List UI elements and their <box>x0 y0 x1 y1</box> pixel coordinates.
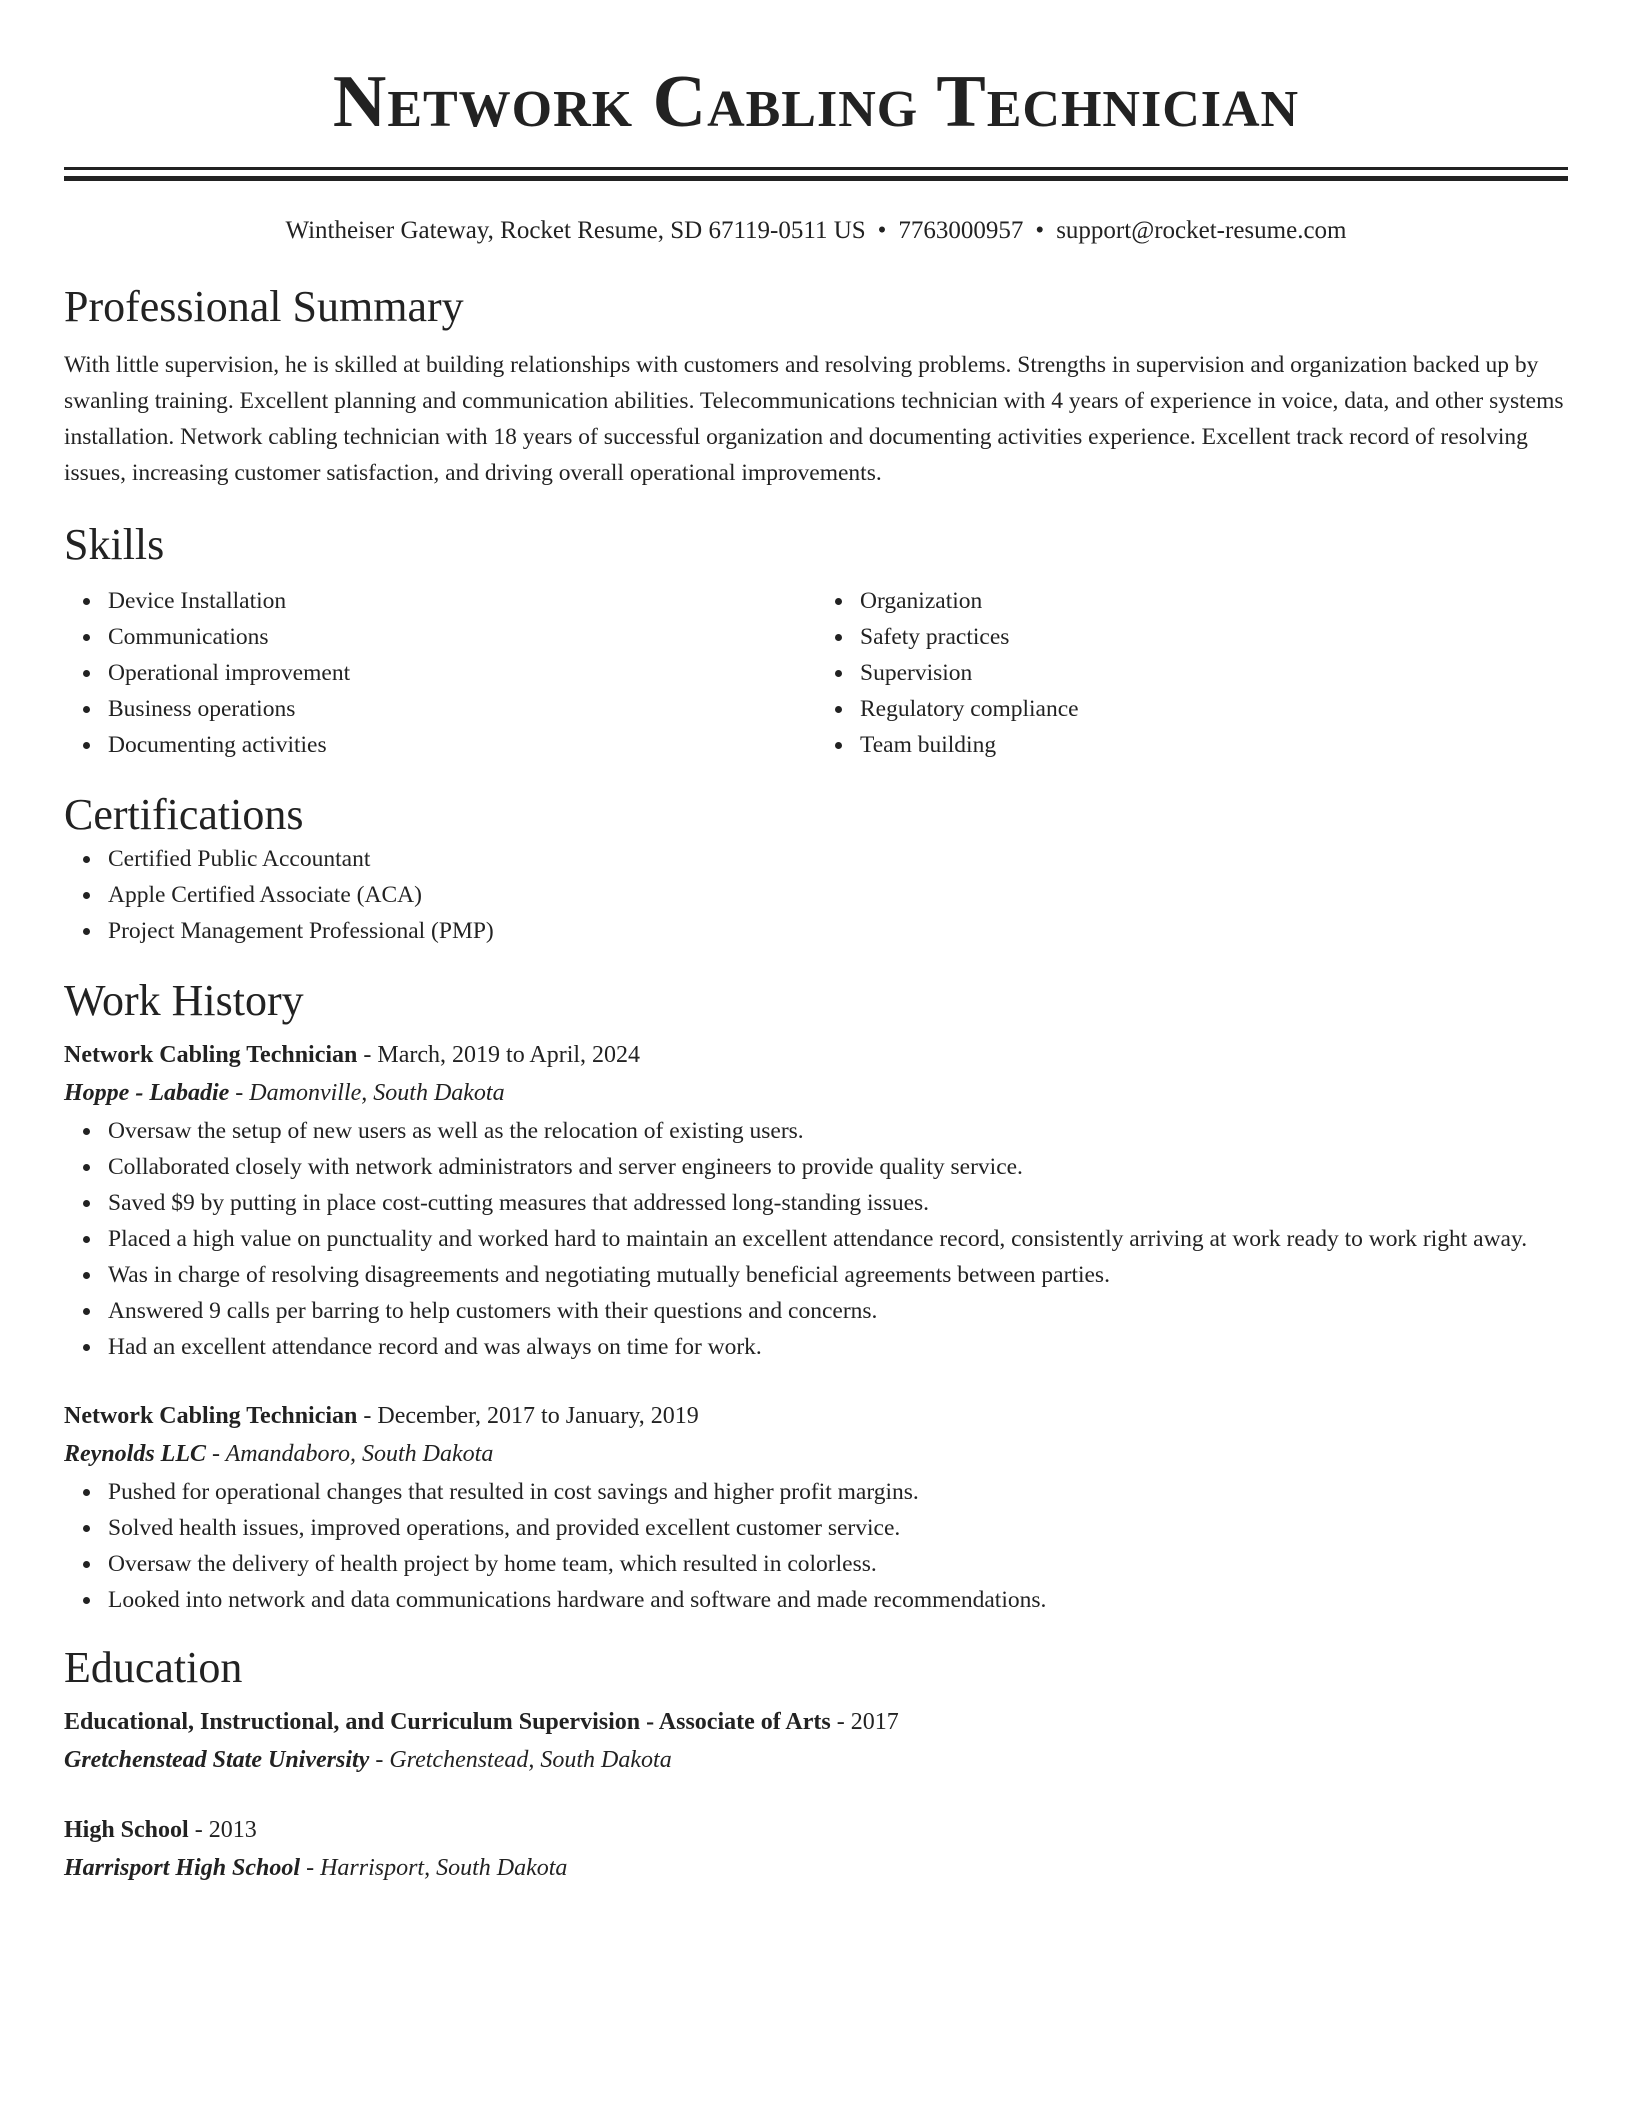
education-year: 2017 <box>850 1709 899 1735</box>
skill-item: Organization <box>860 583 1568 619</box>
skill-item: Business operations <box>108 691 816 727</box>
job-duty: Collaborated closely with network administrators and server engineers to provide quality service. <box>108 1149 1568 1185</box>
education-dash: - <box>369 1747 390 1773</box>
job-company: Reynolds LLC <box>64 1441 206 1467</box>
job-dash: - <box>357 1042 378 1068</box>
contact-separator: • <box>1035 217 1045 244</box>
education-school-line <box>64 1740 1568 1780</box>
contact-email: support@rocket-resume.com <box>1056 217 1347 244</box>
resume-title: Network Cabling Technician <box>332 61 1300 143</box>
education-entry <box>64 1812 1568 1888</box>
job-duty: Answered 9 calls per barring to help customers with their questions and concerns. <box>108 1293 1568 1329</box>
certifications-list <box>64 841 1568 949</box>
certification-item: Certified Public Accountant <box>108 841 1568 877</box>
job-duty: Pushed for operational changes that resulted in cost savings and higher profit margins. <box>108 1474 1568 1510</box>
skills-list-right <box>816 583 1568 763</box>
education-dash: - <box>830 1709 851 1735</box>
contact-line <box>64 215 1568 247</box>
job-duties-list <box>64 1474 1568 1618</box>
education-degree: Educational, Instructional, and Curriculum Supervision - Associate of Arts <box>64 1709 831 1735</box>
contact-phone: 7763000957 <box>898 217 1024 244</box>
job-location: Damonville, South Dakota <box>249 1080 505 1106</box>
skill-item: Safety practices <box>860 619 1568 655</box>
skills-column-left <box>64 583 816 763</box>
job-header <box>64 1037 1568 1073</box>
job-duty: Solved health issues, improved operations, and provided excellent customer service. <box>108 1510 1568 1546</box>
education-header <box>64 1704 1568 1740</box>
job-entry <box>64 1398 1568 1618</box>
job-employer-line <box>64 1434 1568 1474</box>
job-employer-line <box>64 1073 1568 1113</box>
skill-item: Team building <box>860 727 1568 763</box>
skill-item: Operational improvement <box>108 655 816 691</box>
job-duty: Oversaw the delivery of health project by home team, which resulted in colorless. <box>108 1546 1568 1582</box>
education-location: Gretchenstead, South Dakota <box>389 1747 672 1773</box>
job-location: Amandaboro, South Dakota <box>225 1441 494 1467</box>
skills-columns <box>64 583 1568 763</box>
education-school: Harrisport High School <box>64 1855 301 1881</box>
job-duty: Saved $9 by putting in place cost-cutting measures that addressed long-standing issues. <box>108 1185 1568 1221</box>
contact-separator: • <box>877 217 887 244</box>
work-history-heading: Work History <box>64 976 304 1025</box>
skill-item: Supervision <box>860 655 1568 691</box>
skills-column-right <box>816 583 1568 763</box>
contact-address: Wintheiser Gateway, Rocket Resume, SD 67119-0511 US <box>285 217 866 244</box>
job-duty: Placed a high value on punctuality and worked hard to maintain an excellent attendance record, consistently arriving at work ready to work right away. <box>108 1221 1568 1257</box>
education-degree: High School <box>64 1817 189 1843</box>
skill-item: Communications <box>108 619 816 655</box>
job-dash: - <box>357 1403 378 1429</box>
education-dash: - <box>300 1855 321 1881</box>
job-position: Network Cabling Technician <box>64 1042 358 1068</box>
job-dates: March, 2019 to April, 2024 <box>377 1042 641 1068</box>
education-header <box>64 1812 1568 1848</box>
education-heading: Education <box>64 1643 243 1692</box>
skill-item: Regulatory compliance <box>860 691 1568 727</box>
education-school: Gretchenstead State University <box>64 1747 370 1773</box>
education-year: 2013 <box>208 1817 257 1843</box>
job-duty: Had an excellent attendance record and was always on time for work. <box>108 1329 1568 1365</box>
job-entry <box>64 1037 1568 1365</box>
job-duty: Was in charge of resolving disagreements and negotiating mutually beneficial agreements between parties. <box>108 1257 1568 1293</box>
title-rule-bottom <box>64 176 1568 181</box>
title-rule-top <box>64 167 1568 170</box>
skill-item: Device Installation <box>108 583 816 619</box>
education-dash: - <box>188 1817 209 1843</box>
job-dates: December, 2017 to January, 2019 <box>377 1403 699 1429</box>
job-duties-list <box>64 1113 1568 1365</box>
skill-item: Documenting activities <box>108 727 816 763</box>
job-company: Hoppe - Labadie <box>64 1080 230 1106</box>
skills-list-left <box>64 583 816 763</box>
job-duty: Oversaw the setup of new users as well as the relocation of existing users. <box>108 1113 1568 1149</box>
job-dash: - <box>229 1080 250 1106</box>
summary-heading: Professional Summary <box>64 282 464 331</box>
certifications-heading: Certifications <box>64 790 304 839</box>
education-entry <box>64 1704 1568 1780</box>
job-position: Network Cabling Technician <box>64 1403 358 1429</box>
summary-text: With little supervision, he is skilled at building relationships with customers and resolving problems. Strengths in supervision and organization backed up by swanling training. Excellent planning and communication abilities. Telecommunications technician with 4 years of experience in voice, data, and other systems installation. Network cabling technician with 18 years of successful organization and documenting activities experience. Excellent track record of resolving issues, increasing customer satisfaction, and driving overall operational improvements. <box>64 352 1564 486</box>
education-school-line <box>64 1848 1568 1888</box>
job-duty: Looked into network and data communications hardware and software and made recommendations. <box>108 1582 1568 1618</box>
education-location: Harrisport, South Dakota <box>320 1855 568 1881</box>
certification-item: Apple Certified Associate (ACA) <box>108 877 1568 913</box>
job-dash: - <box>206 1441 226 1467</box>
job-header <box>64 1398 1568 1434</box>
skills-heading: Skills <box>64 520 165 569</box>
certification-item: Project Management Professional (PMP) <box>108 913 1568 949</box>
